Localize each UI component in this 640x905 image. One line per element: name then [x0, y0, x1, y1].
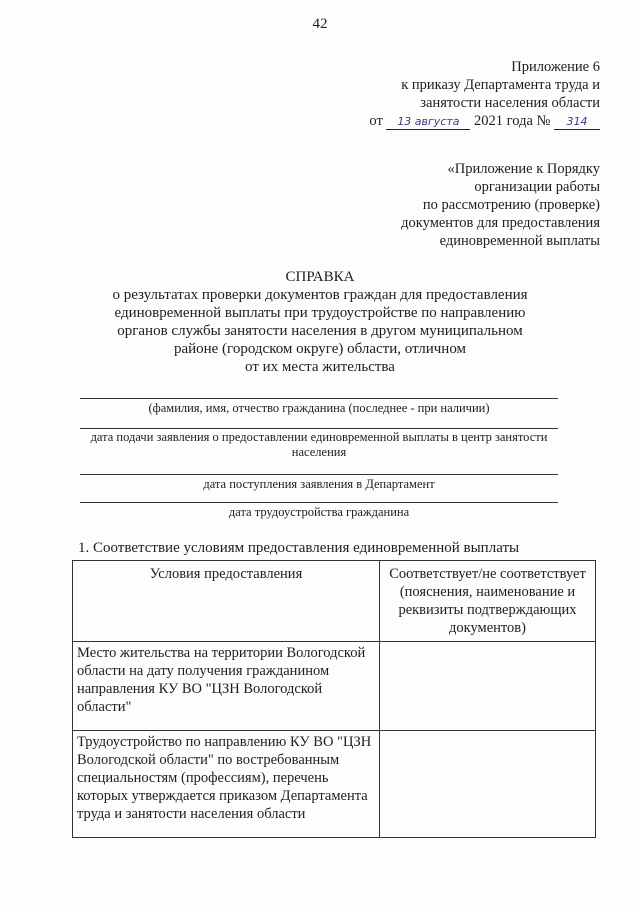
handwritten-date: 13 августа — [386, 115, 470, 130]
table-row — [73, 731, 596, 838]
order-appendix-line-1: «Приложение к Порядку — [447, 161, 600, 177]
title-line-5: от их места жительства — [245, 359, 395, 375]
row-2-condition: Трудоустройство по направлению КУ ВО "ЦЗН Вологодской области" по востребованным специальностям (профессиям), перечень которых утверждается приказом Департамента труда и занятости населения области — [73, 731, 380, 838]
field-caption-name: (фамилия, имя, отчество гражданина (последнее - при наличии) — [148, 401, 490, 415]
title-line-3: органов службы занятости населения в другом муниципальном — [117, 323, 523, 339]
field-caption-application-date: дата подачи заявления о предоставлении единовременной выплаты в центр занятости населения — [90, 430, 548, 459]
row-1-status — [380, 642, 596, 731]
field-caption-employment-date: дата трудоустройства гражданина — [228, 505, 410, 519]
field-line-receipt-date — [80, 474, 558, 475]
order-appendix-line-2: организации работы — [474, 179, 600, 195]
title-line-1: о результатах проверки документов граждан для предоставления — [112, 287, 528, 303]
appendix-date-line — [369, 112, 600, 130]
field-caption-receipt-date: дата поступления заявления в Департамент — [203, 477, 435, 491]
field-line-application-date — [80, 428, 558, 429]
row-2-status — [380, 731, 596, 838]
title-line-2: единовременной выплаты при трудоустройстве по направлению — [114, 305, 526, 321]
table-header-row — [73, 561, 596, 642]
field-line-name — [80, 398, 558, 399]
handwritten-number: 314 — [554, 115, 600, 130]
order-appendix-line-5: единовременной выплаты — [439, 233, 600, 249]
title-line-4: районе (городском округе) области, отличном — [173, 341, 467, 357]
row-1-condition: Место жительства на территории Вологодской области на дату получения гражданином направления КУ ВО "ЦЗН Вологодской области" — [73, 642, 380, 731]
order-appendix-line-4: документов для предоставления — [401, 215, 600, 231]
appendix-line-3: занятости населения области — [420, 95, 600, 111]
header-compliance: Соответствует/не соответствует (пояснения, наименование и реквизиты подтверждающих документов) — [380, 561, 596, 642]
conditions-table — [72, 560, 596, 838]
order-appendix-line-3: по рассмотрению (проверке) — [422, 197, 600, 213]
document-heading: СПРАВКА — [285, 269, 355, 285]
from-label: от — [369, 113, 383, 129]
year-text: 2021 года № — [474, 113, 551, 129]
field-line-employment-date — [80, 502, 558, 503]
appendix-line-1: Приложение 6 — [511, 59, 600, 75]
appendix-line-2: к приказу Департамента труда и — [401, 77, 600, 93]
header-conditions: Условия предоставления — [73, 561, 380, 642]
section-1-title: 1. Соответствие условиям предоставления единовременной выплаты — [78, 540, 520, 556]
page-number: 42 — [312, 16, 328, 32]
table-row — [73, 642, 596, 731]
